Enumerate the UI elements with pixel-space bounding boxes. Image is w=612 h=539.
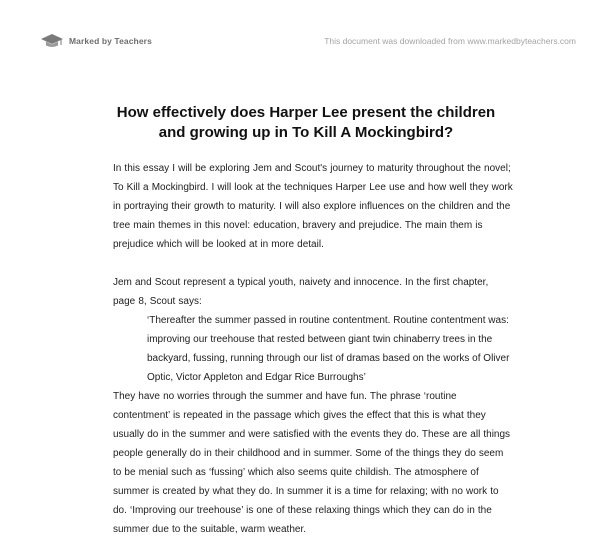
marked-by-teachers-logo[interactable] <box>40 33 152 49</box>
logo-text: Marked by Teachers <box>69 36 152 46</box>
essay-title <box>60 103 552 143</box>
second-paragraph: Jem and Scout represent a typical youth, naivety and innocence. In the first chapter, page 8, Scout says: <box>113 277 489 307</box>
block-quote: ‘Thereafter the summer passed in routine contentment. Routine contentment was: improving our treehouse that rested between giant twin chinaberry trees in the backyard, fussing, running through our list of dramas based on the works of Oliver Optic, Victor Appleton and Edgar Rice Burroughs’ <box>147 315 510 383</box>
essay-body <box>113 159 513 539</box>
intro-paragraph: In this essay I will be exploring Jem and Scout's journey to maturity throughout the novel; To Kill a Mockingbird. I will look at the techniques Harper Lee use and how well they work in portraying their growth to maturity. I will also explore influences on the children and the tree main themes in this novel: education, bravery and prejudice. The main them is prejudice which will be looked at in more detail. <box>113 163 513 250</box>
graduation-cap-icon <box>40 33 64 49</box>
page-header <box>0 0 612 70</box>
essay-title-line-2: and growing up in To Kill A Mockingbird? <box>158 124 454 141</box>
essay-title-line-1: How effectively does Harper Lee present the children <box>116 104 496 121</box>
analysis-paragraph: They have no worries through the summer and have fun. The phrase ‘routine contentment’ is repeated in the passage which gives the effect that this is what they usually do in the summer and were satisfied with the events they do. These are all things people generally do in their childhood and in summer. Some of the things they do seem to be menial such as ‘fussing’ which also seems quite childish. The atmosphere of summer is created by what they do. In summer it is a time for relaxing; with no work to do. ‘Improving our treehouse’ is one of these relaxing things which they can do in the summer due to the suitable, warm weather. <box>113 391 511 535</box>
paragraph-spacer <box>113 254 513 273</box>
download-note: This document was downloaded from www.markedbyteachers.com <box>324 36 576 46</box>
